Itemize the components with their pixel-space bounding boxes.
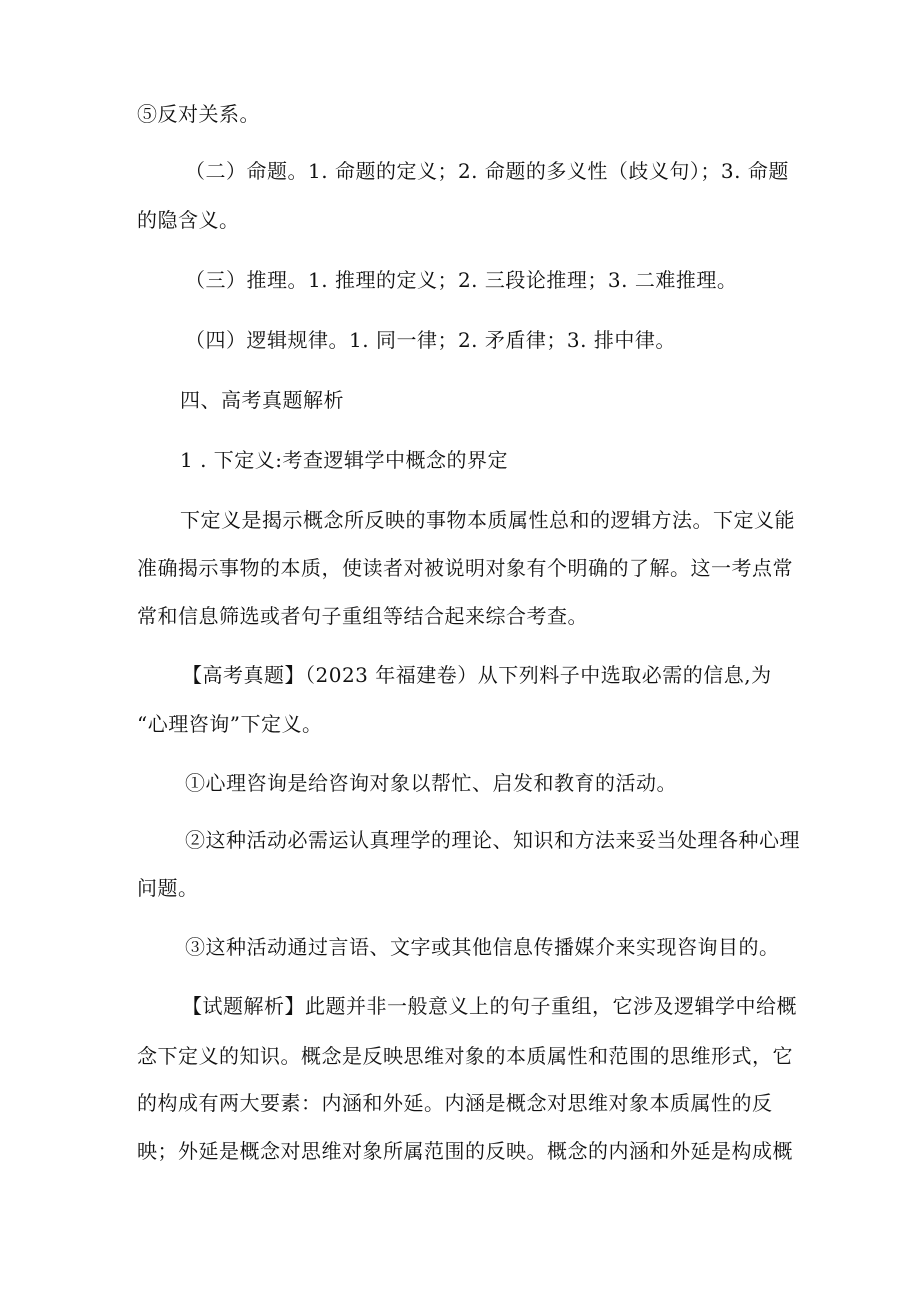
paragraph-item-2-line-1: ②这种活动必需运认真理学的理论、知识和方法来妥当处理各种心理 [185, 828, 800, 852]
paragraph-define-line-1: 下定义是揭示概念所反映的事物本质属性总和的逻辑方法。下定义能 [180, 508, 795, 532]
paragraph-analysis-line-3: 的构成有两大要素：内涵和外延。内涵是概念对思维对象本质属性的反 [137, 1091, 773, 1115]
paragraph-analysis-line-1: 【试题解析】此题并非一般意义上的句子重组，它涉及逻辑学中给概 [182, 994, 797, 1018]
paragraph-item-1: ①心理咨询是给咨询对象以帮忙、启发和教育的活动。 [185, 771, 677, 795]
paragraph-item-3: ③这种活动通过言语、文字或其他信息传播媒介来实现咨询目的。 [185, 935, 780, 959]
paragraph-exam-line-1: 【高考真题】（2023 年福建卷）从下列料子中选取必需的信息,为 [182, 663, 772, 687]
paragraph-define-line-2: 准确揭示事物的本质，使读者对被说明对象有个明确的了解。这一考点常 [137, 556, 793, 580]
paragraph-proposition-line-2: 的隐含义。 [137, 208, 240, 232]
paragraph-define-line-3: 常和信息筛选或者句子重组等结合起来综合考查。 [137, 604, 588, 628]
paragraph-exam-line-2: “心理咨询”下定义。 [137, 712, 323, 736]
paragraph-analysis-line-2: 念下定义的知识。概念是反映思维对象的本质属性和范围的思维形式，它 [137, 1044, 793, 1068]
section-heading: 四、高考真题解析 [180, 388, 344, 412]
paragraph-logic-law: （四）逻辑规律。1. 同一律；2. 矛盾律；3. 排中律。 [185, 328, 676, 352]
paragraph-proposition-line-1: （二）命题。1. 命题的定义；2. 命题的多义性（歧义句）；3. 命题 [185, 159, 789, 183]
paragraph-inference: （三）推理。1. 推理的定义；2. 三段论推理；3. 二难推理。 [185, 268, 738, 292]
sub-heading: 1 . 下定义:考查逻辑学中概念的界定 [180, 448, 509, 472]
paragraph-item-2-line-2: 问题。 [137, 876, 199, 900]
paragraph-analysis-line-4: 映；外延是概念对思维对象所属范围的反映。概念的内涵和外延是构成概 [137, 1139, 793, 1163]
paragraph-relation-5: ⑤反对关系。 [137, 102, 260, 126]
